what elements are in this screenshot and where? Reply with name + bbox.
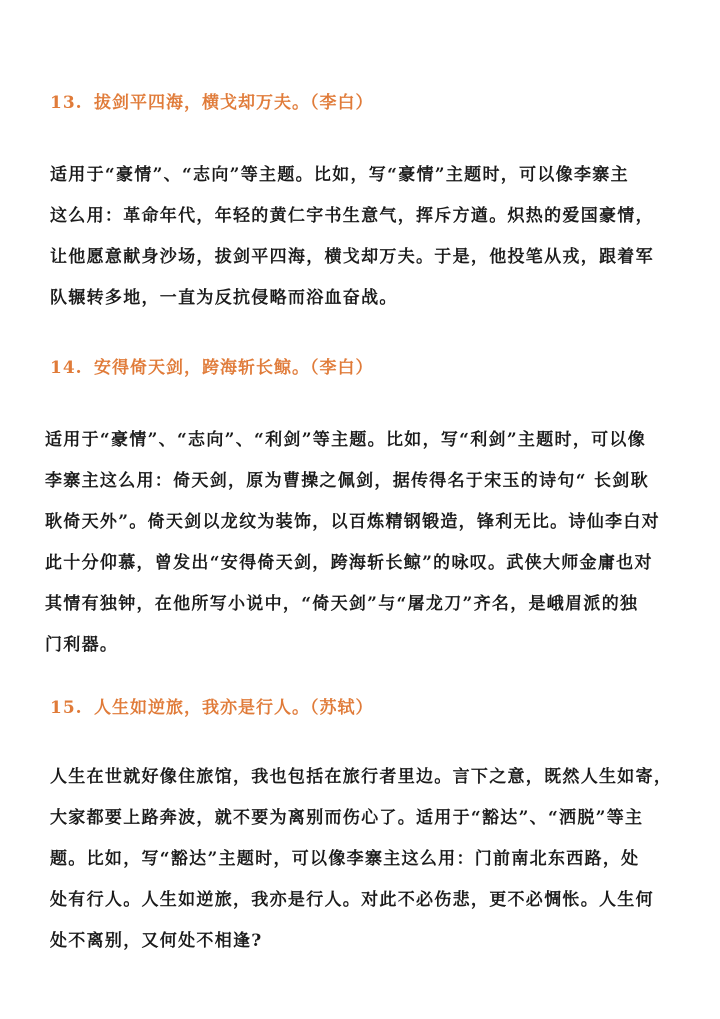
- section-15-heading: [50, 693, 374, 718]
- paragraph-line: 门利器。: [45, 635, 119, 655]
- section-title: 人生如逆旅，我亦是行人。（苏轼）: [94, 698, 374, 718]
- paragraph-line: 处不离别，又何处不相逢?: [50, 931, 263, 951]
- paragraph-line: 适用于“豪情”、“志向”、“利剑”等主题。比如，写“利剑”主题时，可以像: [45, 430, 647, 450]
- section-title: 拔剑平四海，横戈却万夫。（李白）: [94, 93, 374, 113]
- paragraph-line: 处有行人。人生如逆旅，我亦是行人。对此不必伤悲，更不必惆怅。人生何: [50, 890, 654, 910]
- paragraph-line: 让他愿意献身沙场，拔剑平四海，横戈却万夫。于是，他投笔从戎，跟着军: [50, 247, 654, 267]
- section-number: 13.: [50, 93, 83, 113]
- section-13-paragraph: [50, 155, 654, 319]
- paragraph-line: 此十分仰慕，曾发出“安得倚天剑，跨海斩长鲸”的咏叹。武侠大师金庸也对: [45, 553, 653, 573]
- section-title: 安得倚天剑，跨海斩长鲸。（李白）: [94, 358, 374, 378]
- section-15-paragraph: [50, 757, 672, 962]
- paragraph-line: 题。比如，写“豁达”主题时，可以像李寨主这么用：门前南北东西路，处: [50, 849, 640, 869]
- paragraph-line: 人生在世就好像住旅馆，我也包括在旅行者里边。言下之意，既然人生如寄，: [50, 767, 673, 787]
- paragraph-line: 耿倚天外”。倚天剑以龙纹为装饰，以百炼精钢锻造，锋利无比。诗仙李白对: [45, 512, 660, 532]
- section-number: 14.: [50, 358, 83, 378]
- paragraph-line: 李寨主这么用：倚天剑，原为曹操之佩剑，据传得名于宋玉的诗句“ 长剑耿: [45, 471, 649, 491]
- section-14-heading: [50, 353, 374, 378]
- paragraph-line: 其情有独钟，在他所写小说中，“倚天剑”与“屠龙刀”齐名，是峨眉派的独: [45, 594, 639, 614]
- paragraph-line: 队辗转多地，一直为反抗侵略而浴血奋战。: [50, 288, 398, 308]
- paragraph-line: 大家都要上路奔波，就不要为离别而伤心了。适用于“豁达”、“洒脱”等主: [50, 808, 644, 828]
- section-13-heading: [50, 88, 374, 113]
- section-14-paragraph: [45, 420, 660, 666]
- paragraph-line: 这么用：革命年代，年轻的黄仁宇书生意气，挥斥方遒。炽热的爱国豪情，: [50, 206, 654, 226]
- paragraph-line: 适用于“豪情”、“志向”等主题。比如，写“豪情”主题时，可以像李寨主: [50, 165, 629, 185]
- section-number: 15.: [50, 698, 83, 718]
